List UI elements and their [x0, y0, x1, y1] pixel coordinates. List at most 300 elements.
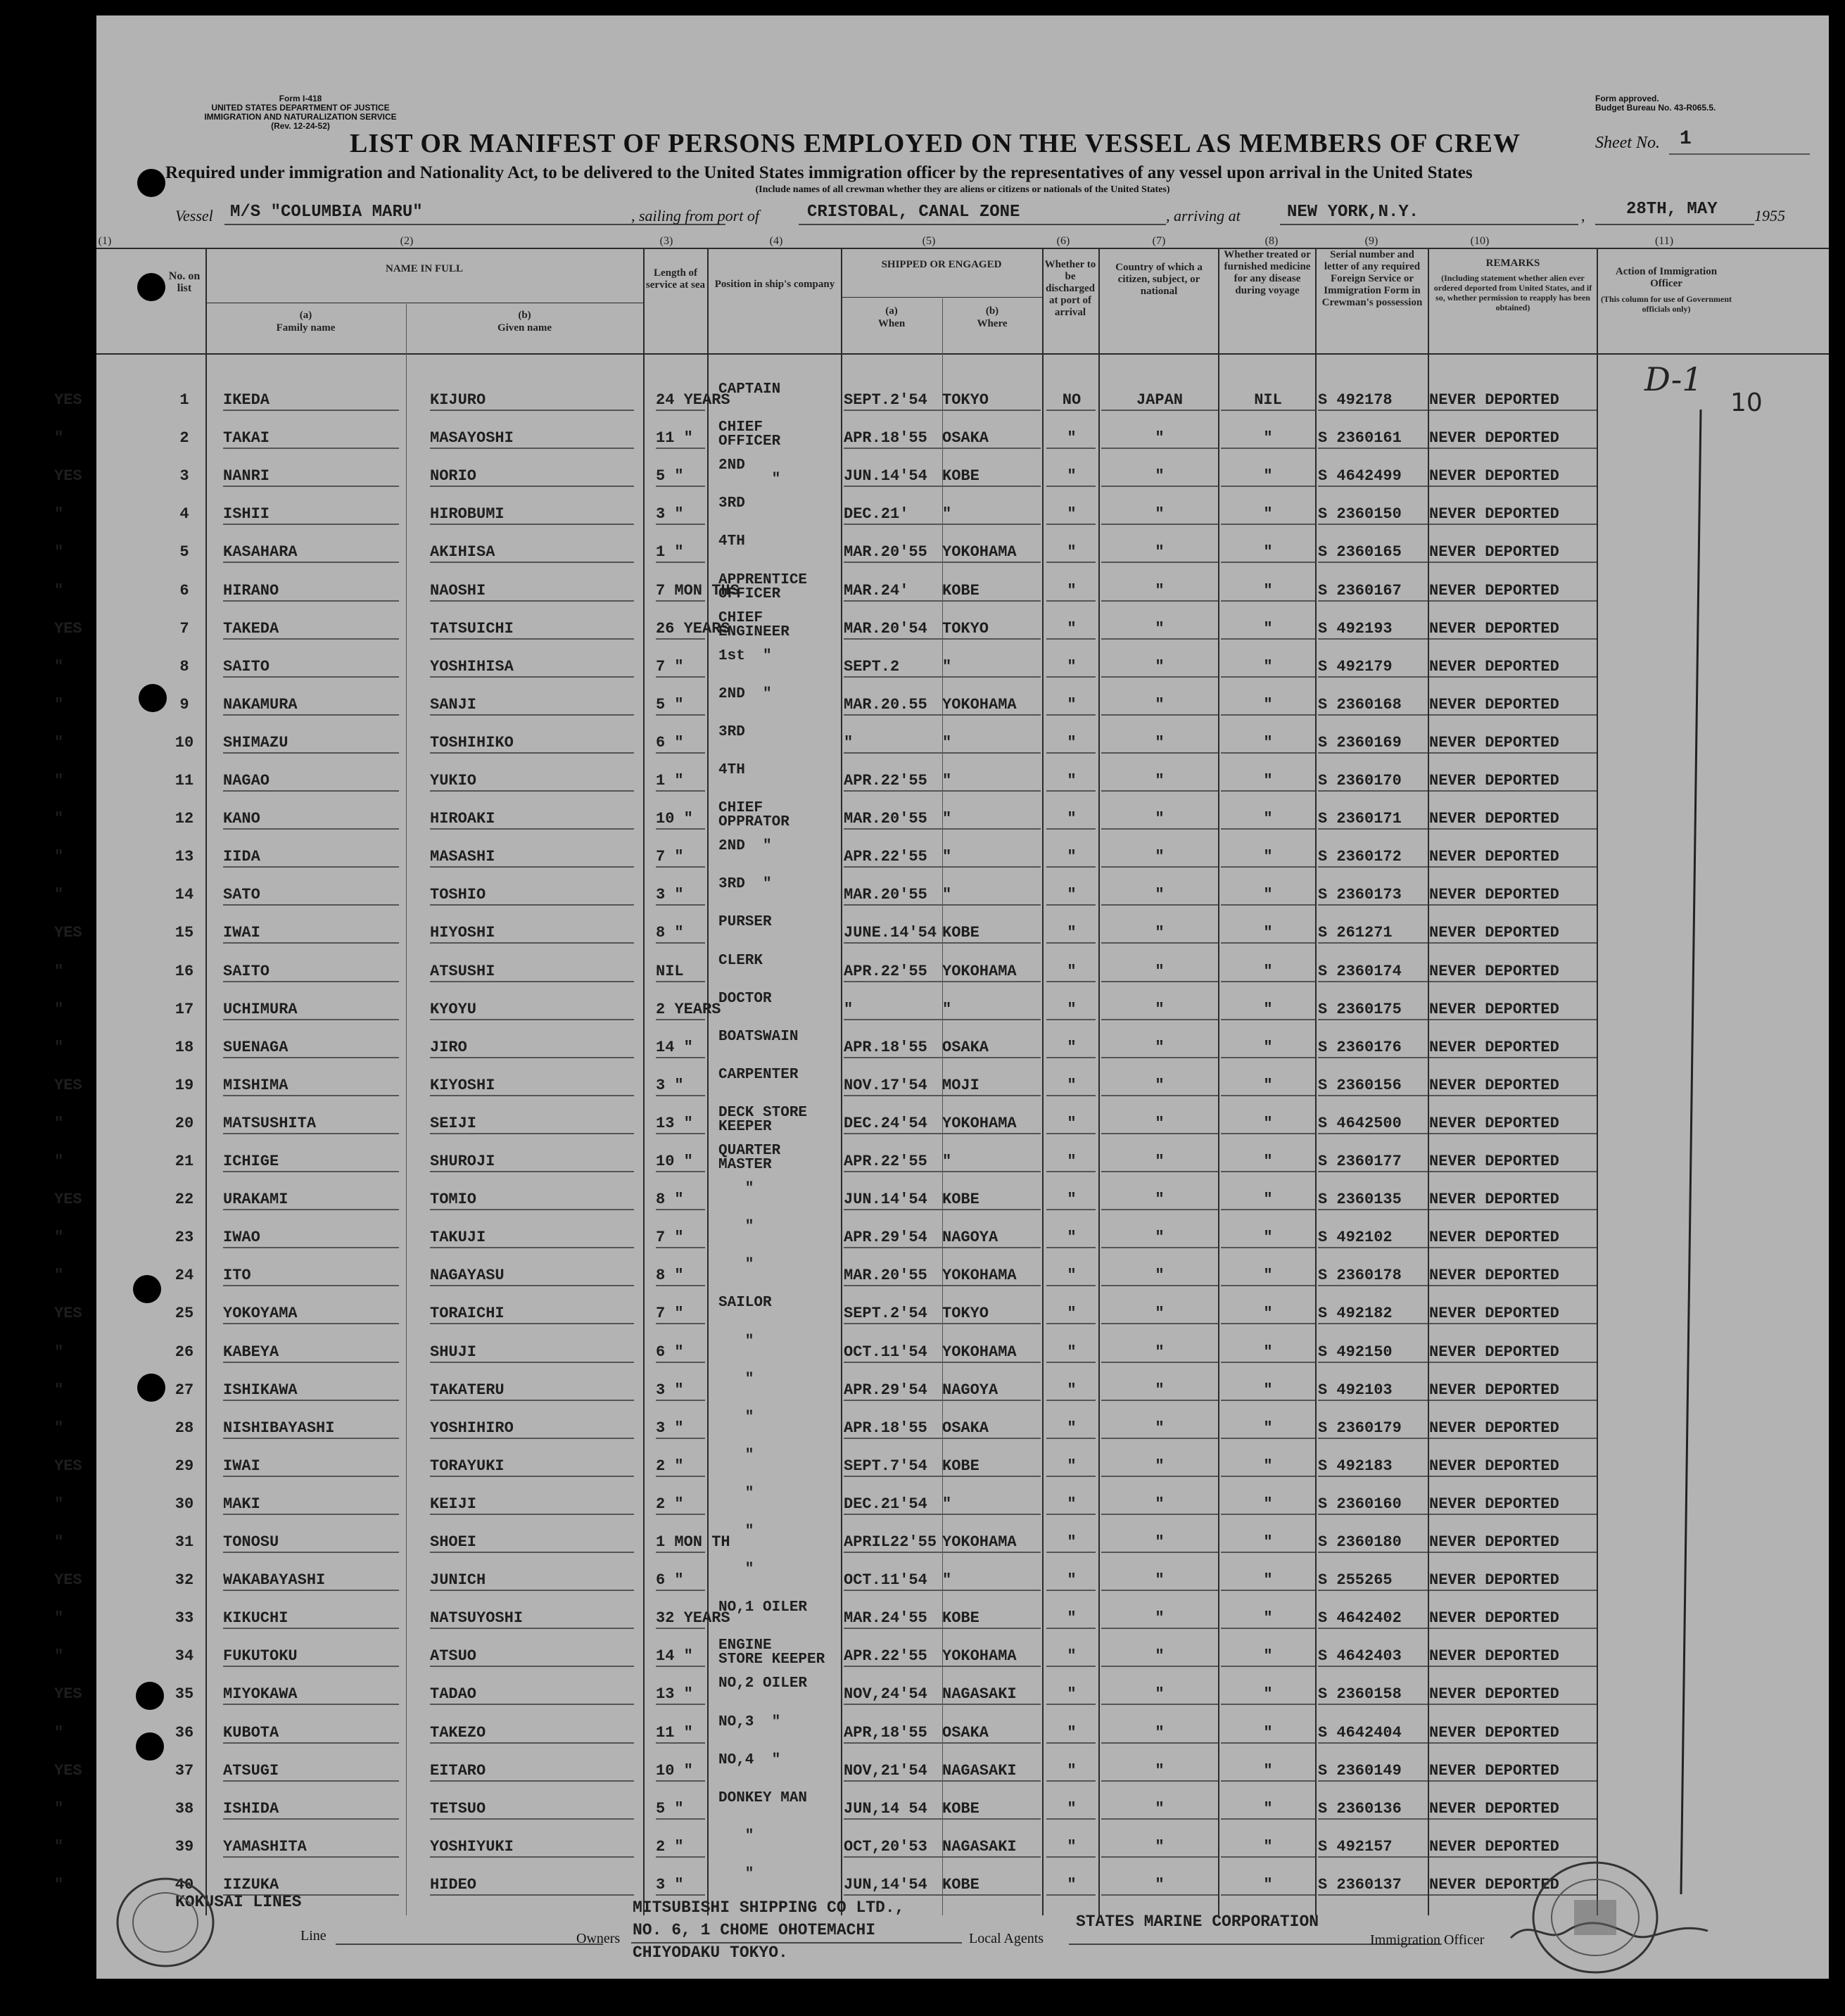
serial-number: S 2360173 — [1318, 886, 1402, 904]
service-length: 3 " — [656, 1419, 684, 1437]
service-length: 14 " — [656, 1647, 693, 1666]
col-num-7: (7) — [1152, 235, 1166, 247]
given-name: TADAO — [430, 1685, 477, 1704]
row-underline — [223, 790, 399, 792]
ship-position: " — [718, 1257, 754, 1274]
col-header-name: NAME IN FULL — [385, 263, 463, 274]
serial-number: S 2360160 — [1318, 1495, 1402, 1513]
row-underline — [430, 562, 634, 563]
discharge-status: " — [1067, 1114, 1077, 1132]
serial-number: S 261271 — [1318, 924, 1393, 942]
row-underline — [1101, 1780, 1218, 1782]
family-name: YOKOYAMA — [223, 1305, 298, 1323]
shipped-when: APR.18'55 — [844, 1038, 927, 1056]
ship-position: 2ND " — [718, 457, 781, 488]
given-name: YUKIO — [430, 772, 477, 790]
row-underline — [223, 1666, 399, 1667]
crew-row — [54, 1333, 1829, 1371]
family-name: HIRANO — [223, 581, 279, 600]
service-length: 2 " — [656, 1457, 684, 1475]
row-underline — [1429, 1095, 1597, 1096]
service-length: 13 " — [656, 1685, 693, 1704]
discharge-status: " — [1067, 1076, 1077, 1094]
service-length: 7 " — [656, 1305, 684, 1323]
vessel-label: Vessel — [175, 207, 213, 224]
crew-row — [54, 838, 1829, 876]
row-underline — [1046, 1400, 1096, 1401]
medical-status: " — [1263, 1229, 1273, 1247]
medical-status: " — [1263, 505, 1273, 524]
row-underline — [844, 714, 1041, 716]
row-underline — [844, 1019, 1041, 1020]
medical-status: " — [1263, 1647, 1273, 1666]
row-underline — [1221, 752, 1315, 754]
row-mark: " — [54, 1153, 64, 1170]
row-underline — [223, 981, 399, 982]
row-underline — [1221, 1362, 1315, 1363]
citizenship-country: " — [1155, 1038, 1165, 1056]
arrival-year: 1955 — [1754, 207, 1785, 224]
given-name: KEIJI — [430, 1495, 477, 1513]
given-name: HIDEO — [430, 1875, 477, 1894]
row-underline — [223, 676, 399, 678]
row-underline — [1221, 1818, 1315, 1820]
row-number: 29 — [175, 1457, 194, 1475]
row-number: 5 — [179, 543, 189, 562]
row-underline — [1046, 1780, 1096, 1782]
row-underline — [1318, 1742, 1428, 1744]
row-underline — [656, 1362, 705, 1363]
row-underline — [223, 1171, 399, 1172]
crew-row — [54, 685, 1829, 724]
medical-status: " — [1263, 1799, 1273, 1818]
serial-number: S 255265 — [1318, 1571, 1393, 1590]
given-name: NORIO — [430, 467, 477, 486]
row-underline — [844, 1628, 1041, 1629]
discharge-status: " — [1067, 1761, 1077, 1780]
family-name: MATSUSHITA — [223, 1114, 317, 1132]
row-number: 39 — [175, 1837, 194, 1856]
row-underline — [1221, 1247, 1315, 1248]
row-underline — [1318, 1171, 1428, 1172]
row-underline — [223, 1057, 399, 1058]
shipped-when: MAR.20'55 — [844, 810, 927, 828]
family-name: IWAI — [223, 924, 260, 942]
family-name: ICHIGE — [223, 1153, 279, 1170]
ship-position: NO,3 " — [718, 1713, 781, 1730]
row-underline — [656, 1590, 705, 1591]
crew-row — [54, 1485, 1829, 1523]
shipped-where: KOBE — [942, 1799, 979, 1818]
citizenship-country: JAPAN — [1136, 391, 1183, 409]
service-length: 5 " — [656, 467, 684, 486]
shipped-where: NAGASAKI — [942, 1685, 1017, 1704]
deportation-remarks: NEVER DEPORTED — [1429, 1837, 1559, 1856]
service-length: 6 " — [656, 1343, 684, 1361]
row-underline — [1046, 1628, 1096, 1629]
shipped-when: MAR.20'54 — [844, 619, 927, 638]
deportation-remarks: NEVER DEPORTED — [1429, 695, 1559, 714]
row-underline — [656, 1095, 705, 1096]
row-underline — [1429, 1362, 1597, 1363]
ship-position: " — [718, 1865, 754, 1882]
row-number: 13 — [175, 848, 194, 866]
row-underline — [1046, 752, 1096, 754]
citizenship-country: " — [1155, 1685, 1165, 1704]
row-underline — [1046, 1057, 1096, 1058]
deportation-remarks: NEVER DEPORTED — [1429, 1229, 1559, 1247]
service-length: 1 " — [656, 772, 684, 790]
deportation-remarks: NEVER DEPORTED — [1429, 1609, 1559, 1628]
row-number: 16 — [175, 962, 194, 980]
row-underline — [1318, 1780, 1428, 1782]
given-name: TAKUJI — [430, 1229, 486, 1247]
row-number: 12 — [175, 810, 194, 828]
row-underline — [223, 524, 399, 525]
shipped-when: APR,18'55 — [844, 1723, 927, 1742]
shipped-where: " — [942, 1153, 952, 1170]
row-number: 20 — [175, 1114, 194, 1132]
service-length: 2 YEARS — [656, 1000, 721, 1018]
serial-number: S 492102 — [1318, 1229, 1393, 1247]
row-underline — [1221, 1323, 1315, 1324]
col-header-given-letter: (b) — [518, 310, 531, 321]
citizenship-country: " — [1155, 619, 1165, 638]
deportation-remarks: NEVER DEPORTED — [1429, 924, 1559, 942]
row-underline — [656, 1285, 705, 1286]
medical-status: " — [1263, 962, 1273, 980]
discharge-status: " — [1067, 1799, 1077, 1818]
row-underline — [656, 1856, 705, 1858]
deportation-remarks: NEVER DEPORTED — [1429, 1799, 1559, 1818]
serial-number: S 492150 — [1318, 1343, 1393, 1361]
citizenship-country: " — [1155, 962, 1165, 980]
given-name: JUNICH — [430, 1571, 486, 1590]
shipped-where: YOKOHAMA — [942, 1647, 1017, 1666]
row-underline — [1101, 1628, 1218, 1629]
ship-position: ENGINE STORE KEEPER — [718, 1637, 825, 1668]
row-underline — [1318, 1818, 1428, 1820]
deportation-remarks: NEVER DEPORTED — [1429, 543, 1559, 562]
row-underline — [1429, 1209, 1597, 1210]
row-underline — [1318, 1362, 1428, 1363]
row-underline — [223, 1133, 399, 1134]
row-mark: " — [54, 1000, 64, 1018]
service-name: IMMIGRATION AND NATURALIZATION SERVICE — [204, 112, 397, 122]
row-underline — [430, 1133, 634, 1134]
discharge-status: " — [1067, 1153, 1077, 1170]
row-number: 10 — [175, 733, 194, 752]
row-number: 24 — [175, 1267, 194, 1285]
shipped-where: KOBE — [942, 1609, 979, 1628]
ship-position: 4TH — [718, 533, 745, 550]
row-underline — [223, 638, 399, 640]
given-name: MASAYOSHI — [430, 429, 514, 448]
shipped-where: OSAKA — [942, 1723, 989, 1742]
row-underline — [656, 1476, 705, 1477]
row-underline — [656, 1438, 705, 1439]
row-underline — [1429, 942, 1597, 944]
service-length: 1 " — [656, 543, 684, 562]
row-underline — [1101, 1742, 1218, 1744]
row-number: 31 — [175, 1533, 194, 1551]
row-mark: YES — [54, 467, 82, 486]
deportation-remarks: NEVER DEPORTED — [1429, 581, 1559, 600]
family-name: NAGAO — [223, 772, 270, 790]
discharge-status: " — [1067, 505, 1077, 524]
row-underline — [1101, 1704, 1218, 1705]
citizenship-country: " — [1155, 1875, 1165, 1894]
row-underline — [1101, 486, 1218, 487]
row-underline — [844, 1171, 1041, 1172]
deportation-remarks: NEVER DEPORTED — [1429, 733, 1559, 752]
row-underline — [1221, 1552, 1315, 1553]
row-number: 2 — [179, 429, 189, 448]
citizenship-country: " — [1155, 1343, 1165, 1361]
row-underline — [430, 1590, 634, 1591]
row-underline — [1318, 904, 1428, 906]
col-header-when-letter: (a) — [885, 305, 898, 317]
discharge-status: " — [1067, 1381, 1077, 1399]
deportation-remarks: NEVER DEPORTED — [1429, 848, 1559, 866]
shipped-when: SEPT.2'54 — [844, 391, 927, 409]
ship-position: SAILOR — [718, 1295, 772, 1312]
shipped-when: APR.18'55 — [844, 429, 927, 448]
sheet-number: 1 — [1680, 128, 1692, 150]
row-underline — [1221, 1780, 1315, 1782]
row-underline — [430, 1856, 634, 1858]
ship-position: " — [718, 1523, 754, 1540]
family-name: ISHIKAWA — [223, 1381, 298, 1399]
given-name: KIJURO — [430, 391, 486, 409]
row-mark: " — [54, 962, 64, 980]
row-underline — [844, 752, 1041, 754]
ship-position: CARPENTER — [718, 1066, 799, 1083]
row-underline — [1046, 1247, 1096, 1248]
given-name: SHUROJI — [430, 1153, 495, 1170]
row-number: 34 — [175, 1647, 194, 1666]
shipped-where: NAGASAKI — [942, 1761, 1017, 1780]
service-length: 32 YEARS — [656, 1609, 730, 1628]
serial-number: S 2360170 — [1318, 772, 1402, 790]
row-underline — [1318, 1209, 1428, 1210]
row-underline — [223, 1552, 399, 1553]
row-underline — [1101, 1514, 1218, 1515]
crew-row — [54, 495, 1829, 533]
row-underline — [656, 1666, 705, 1667]
row-number: 25 — [175, 1305, 194, 1323]
shipped-sub-rule — [841, 297, 1042, 298]
row-underline — [223, 448, 399, 449]
citizenship-country: " — [1155, 1191, 1165, 1209]
row-underline — [1101, 828, 1218, 830]
shipped-where: " — [942, 657, 952, 676]
line-label: Line — [300, 1928, 326, 1944]
row-underline — [1318, 1019, 1428, 1020]
row-mark: " — [54, 848, 64, 866]
row-mark: " — [54, 581, 64, 600]
crew-row — [54, 381, 1829, 419]
discharge-status: NO — [1062, 391, 1082, 409]
row-underline — [844, 600, 1041, 602]
citizenship-country: " — [1155, 1153, 1165, 1170]
shipped-when: APR.29'54 — [844, 1229, 927, 1247]
crew-row — [54, 1409, 1829, 1447]
serial-number: S 4642404 — [1318, 1723, 1402, 1742]
sheet-label: Sheet No. — [1595, 134, 1660, 152]
agents-value: STATES MARINE CORPORATION — [1076, 1913, 1319, 1931]
row-underline — [1429, 638, 1597, 640]
row-underline — [1046, 714, 1096, 716]
row-mark: " — [54, 695, 64, 714]
row-number: 28 — [175, 1419, 194, 1437]
shipped-where: KOBE — [942, 467, 979, 486]
row-mark: " — [54, 505, 64, 524]
row-underline — [1221, 1476, 1315, 1477]
row-underline — [1046, 524, 1096, 525]
row-underline — [1429, 1590, 1597, 1591]
service-length: 24 YEARS — [656, 391, 730, 409]
row-underline — [656, 1628, 705, 1629]
deportation-remarks: NEVER DEPORTED — [1429, 1267, 1559, 1285]
row-underline — [1221, 981, 1315, 982]
serial-number: S 2360136 — [1318, 1799, 1402, 1818]
service-length: 3 " — [656, 505, 684, 524]
medical-status: " — [1263, 1076, 1273, 1094]
citizenship-country: " — [1155, 848, 1165, 866]
row-underline — [430, 1438, 634, 1439]
discharge-status: " — [1067, 1305, 1077, 1323]
row-underline — [1318, 562, 1428, 563]
ship-position: 3RD — [718, 723, 745, 740]
shipped-when: MAR.24'55 — [844, 1609, 927, 1628]
row-underline — [656, 981, 705, 982]
deportation-remarks: NEVER DEPORTED — [1429, 1571, 1559, 1590]
owners-label: Owners — [576, 1931, 621, 1946]
col-header-position: Position in ship's company — [714, 279, 835, 290]
ship-position: CHIEF OFFICER — [718, 419, 781, 450]
row-underline — [1046, 676, 1096, 678]
citizenship-country: " — [1155, 1609, 1165, 1628]
row-underline — [656, 752, 705, 754]
deportation-remarks: NEVER DEPORTED — [1429, 962, 1559, 980]
row-mark: YES — [54, 1761, 82, 1780]
port-stamp-left — [109, 1873, 222, 1972]
row-underline — [844, 1476, 1041, 1477]
crew-row — [54, 876, 1829, 914]
row-underline — [1101, 1171, 1218, 1172]
col-header-length: Length of service at sea — [645, 267, 706, 291]
family-name: IKEDA — [223, 391, 270, 409]
row-underline — [223, 866, 399, 868]
row-underline — [430, 524, 634, 525]
row-underline — [844, 1780, 1041, 1782]
row-number: 9 — [179, 695, 189, 714]
shipped-when: OCT.11'54 — [844, 1343, 927, 1361]
discharge-status: " — [1067, 1191, 1077, 1209]
ship-position: 3RD — [718, 495, 745, 512]
family-name: TAKAI — [223, 429, 270, 448]
row-underline — [1318, 1400, 1428, 1401]
row-underline — [430, 942, 634, 944]
medical-status: " — [1263, 1533, 1273, 1551]
row-underline — [1101, 524, 1218, 525]
crew-row — [54, 533, 1829, 571]
row-underline — [844, 828, 1041, 830]
row-number: 7 — [179, 619, 189, 638]
medical-status: " — [1263, 924, 1273, 942]
row-underline — [656, 1400, 705, 1401]
row-mark: " — [54, 1875, 64, 1894]
shipped-when: MAR.20'55 — [844, 543, 927, 562]
row-number: 3 — [179, 467, 189, 486]
row-underline — [430, 1171, 634, 1172]
row-underline — [844, 866, 1041, 868]
medical-status: " — [1263, 848, 1273, 866]
row-underline — [1101, 1362, 1218, 1363]
row-mark: " — [54, 1419, 64, 1437]
crew-row — [54, 1104, 1829, 1143]
row-underline — [1101, 904, 1218, 906]
shipped-when: APR.29'54 — [844, 1381, 927, 1399]
serial-number: S 2360174 — [1318, 962, 1402, 980]
row-underline — [223, 1209, 399, 1210]
row-underline — [844, 1400, 1041, 1401]
given-name: TORAYUKI — [430, 1457, 505, 1475]
deportation-remarks: NEVER DEPORTED — [1429, 1533, 1559, 1551]
deportation-remarks: NEVER DEPORTED — [1429, 391, 1559, 409]
row-underline — [1429, 1628, 1597, 1629]
ship-position: CLERK — [718, 952, 763, 969]
crew-row — [54, 571, 1829, 610]
citizenship-country: " — [1155, 1305, 1165, 1323]
row-number: 14 — [175, 886, 194, 904]
medical-status: " — [1263, 886, 1273, 904]
deportation-remarks: NEVER DEPORTED — [1429, 657, 1559, 676]
shipped-when: APR.22'55 — [844, 1647, 927, 1666]
shipped-when: JUN.14'54 — [844, 467, 927, 486]
ship-position: CAPTAIN — [718, 381, 781, 398]
row-underline — [430, 1209, 634, 1210]
officer-action-mark: D-1 — [1644, 360, 1703, 398]
row-underline — [1101, 1438, 1218, 1439]
col-header-no: No. on list — [168, 270, 201, 294]
row-underline — [1221, 866, 1315, 868]
row-underline — [656, 486, 705, 487]
row-underline — [223, 1019, 399, 1020]
row-mark: YES — [54, 1685, 82, 1704]
given-name: NAOSHI — [430, 581, 486, 600]
ship-position: " — [718, 1333, 754, 1350]
serial-number: S 492183 — [1318, 1457, 1393, 1475]
crew-row — [54, 419, 1829, 457]
row-underline — [1429, 1818, 1597, 1820]
row-number: 6 — [179, 581, 189, 600]
medical-status: " — [1263, 1571, 1273, 1590]
row-underline — [1221, 1095, 1315, 1096]
row-underline — [430, 866, 634, 868]
col-num-2: (2) — [400, 235, 414, 247]
shipped-when: APR.22'55 — [844, 848, 927, 866]
row-underline — [430, 1057, 634, 1058]
row-underline — [223, 1818, 399, 1820]
medical-status: " — [1263, 1457, 1273, 1475]
row-underline — [1429, 676, 1597, 678]
row-underline — [844, 1247, 1041, 1248]
row-underline — [1318, 1856, 1428, 1858]
row-underline — [1429, 1171, 1597, 1172]
deportation-remarks: NEVER DEPORTED — [1429, 772, 1559, 790]
